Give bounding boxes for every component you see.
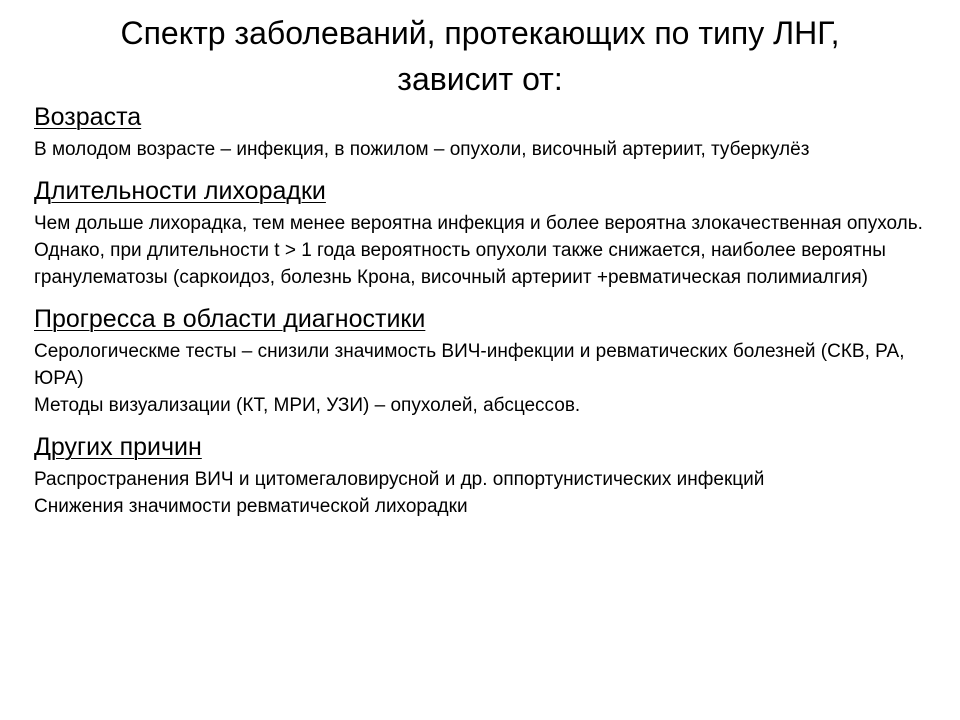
section-paragraph: В молодом возрасте – инфекция, в пожилом – опухоли, височный артериит, туберкулёз bbox=[34, 139, 810, 160]
slide-content bbox=[34, 102, 934, 520]
section-paragraph: Однако, при длительности t > 1 года вероятность опухоли также снижается, наиболее вероятны гранулематозы (саркоидоз, болезнь Крона, височный артериит +ревматическая полимиалгия) bbox=[34, 240, 886, 288]
section-age bbox=[34, 102, 934, 163]
section-heading: Длительности лихорадки bbox=[34, 177, 326, 205]
section-paragraph: Серологическме тесты – снизили значимость ВИЧ-инфекции и ревматических болезней (СКВ, РА, ЮРА) bbox=[34, 341, 905, 389]
slide-title bbox=[40, 10, 920, 102]
section-diagnostics-progress bbox=[34, 304, 934, 419]
section-paragraph: Снижения значимости ревматической лихорадки bbox=[34, 496, 468, 517]
slide-title-line-2: зависит от: bbox=[397, 61, 563, 97]
section-paragraph: Методы визуализации (КТ, МРИ, УЗИ) – опухолей, абсцессов. bbox=[34, 395, 581, 416]
section-other-causes bbox=[34, 432, 934, 520]
section-heading: Других причин bbox=[34, 433, 202, 461]
slide-title-line-1: Спектр заболеваний, протекающих по типу ЛНГ, bbox=[120, 15, 840, 51]
section-paragraph: Распространения ВИЧ и цитомегаловирусной и др. оппортунистических инфекций bbox=[34, 469, 765, 490]
section-paragraph: Чем дольше лихорадка, тем менее вероятна инфекция и более вероятна злокачественная опухоль. bbox=[34, 213, 923, 234]
section-heading: Возраста bbox=[34, 103, 142, 131]
section-heading: Прогресса в области диагностики bbox=[34, 305, 426, 333]
section-fever-duration bbox=[34, 176, 934, 291]
